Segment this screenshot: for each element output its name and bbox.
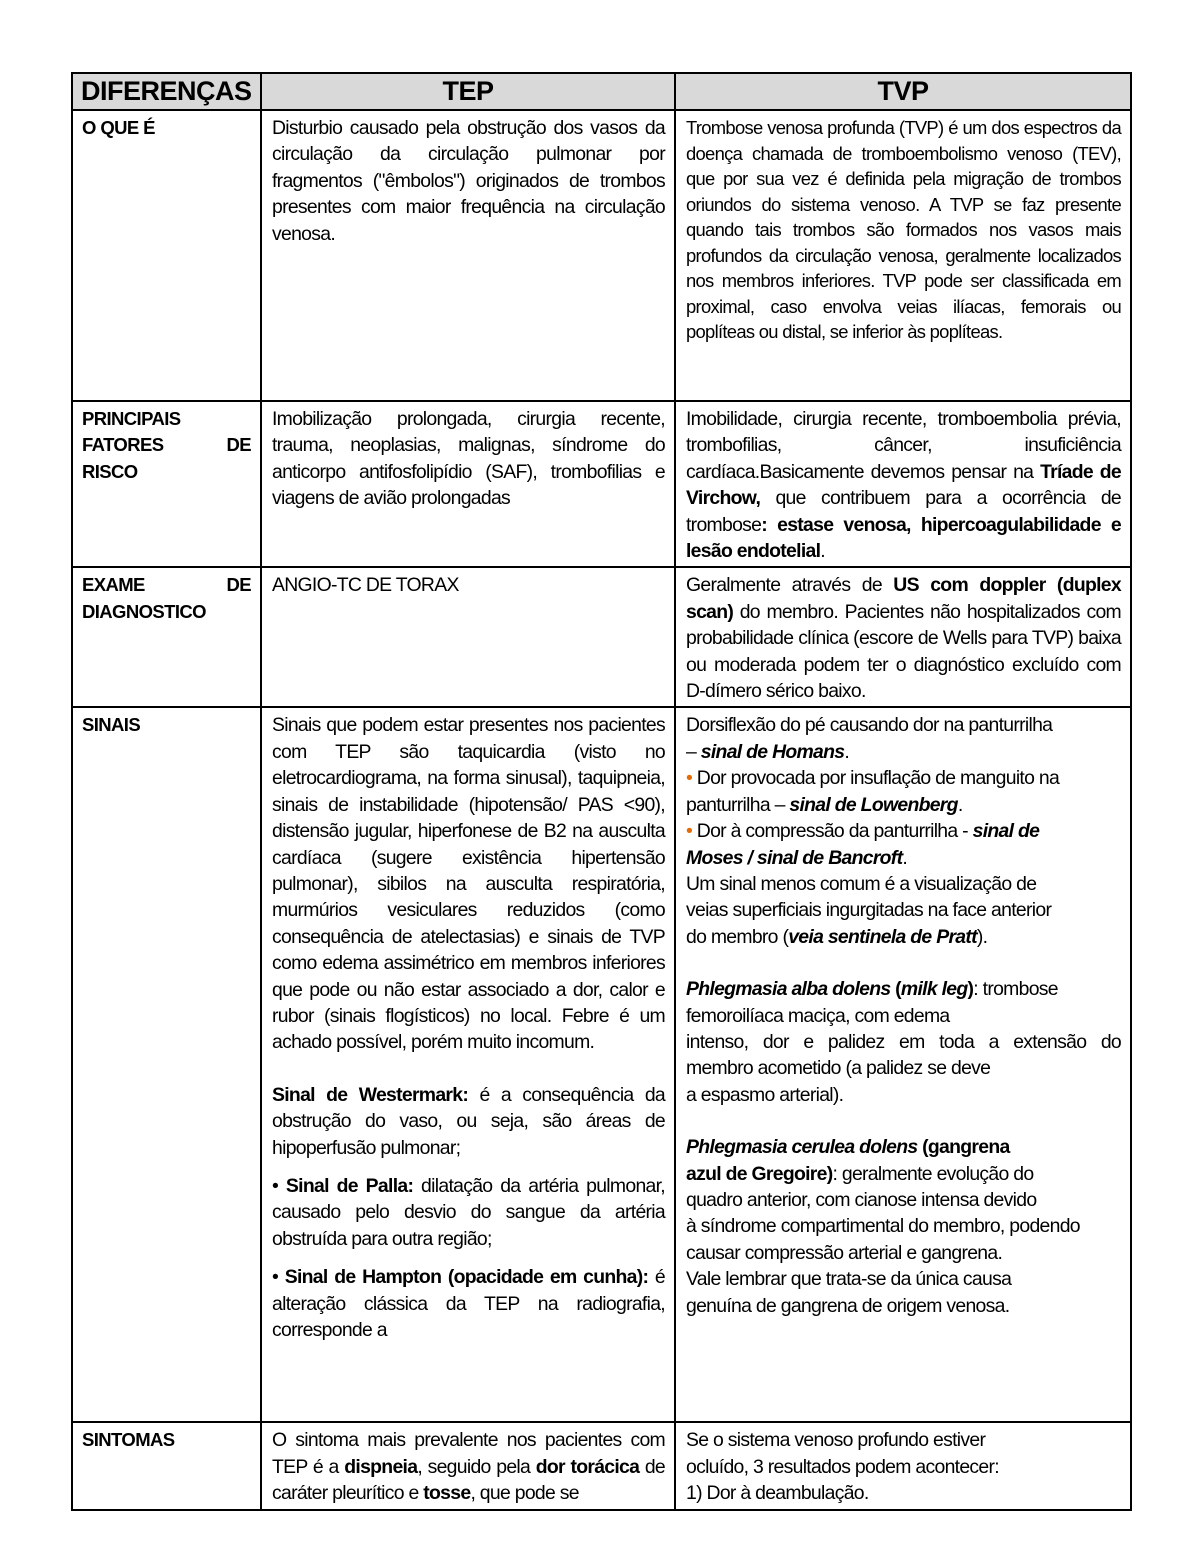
sintomas-text-c: , seguido pela [417,1455,536,1478]
hampton-bullet: • [272,1266,279,1289]
close-paren: ) [967,978,974,1001]
row-label-o-que-e: O QUE É [72,110,261,401]
hampton-title: Sinal de Hampton (opacidade em cunha): [278,1266,649,1289]
tvp-fatores-triade: : estase venosa, hipercoagulabilidade e lesão endotelial [686,513,1121,563]
moses-text: Dor à compressão da panturrilha - [692,820,973,843]
phlegmasia-cerulea: Phlegmasia cerulea dolens [686,1136,918,1159]
header-tvp: TVP [675,73,1131,110]
row-label-sintomas: SINTOMAS [72,1422,261,1509]
row-label-sinais: SINAIS [72,707,261,1422]
membro-text: do membro ( [686,925,789,948]
tvp-fatores-virchow: Tríade de Virchow, [686,460,1122,510]
tvp-alba-line1 [686,976,1121,1002]
close-paren: ). [976,925,988,948]
header-diferencas: DIFERENÇAS [72,73,261,110]
tvp-exame-text-c: do membro. Pacientes não hospitalizados com probabilidade clínica (escore de Wells para TVP) baixa ou moderada podem ter o diagnóstico excluído com D-dímero sérico baixo. [686,600,1121,703]
panturrilha-text: panturrilha – [686,793,790,816]
tvp-o-que-e: Trombose venosa profunda (TVP) é um dos espectros da doença chamada de tromboembolismo venoso (TEV), que por sua vez é definida pela migração de trombos oriundos do sistema venoso. A TVP se faz presente quando tais trombos são formados nos vasos mais profundos da circulação venosa, geralmente localizados nos membros inferiores. TVP pode ser classificada em proximal, caso envolva veias ilíacas, femorais ou poplíteas ou distal, se inferior às poplíteas. [675,110,1131,401]
tep-sinais-paragraph: Sinais que podem estar presentes nos pacientes com TEP são taquicardia (visto no eletrocardiograma, na forma sinusal), taquipneia, sinais de instabilidade (hipotensão/ PAS <90), distensão jugular, hiperfonese de B2 na ausculta cardíaca (sugere existência hipertensão pulmonar), sibilos na ausculta respiratória, murmúrios vesiculares reduzidos (como consequência de atelectasias) e sinais de TVP como edema assimétrico em membros inferiores que pode ou não estar associado a dor, calor e rubor (sinais flogísticos) no local. Febre é um achado possível, porém muito incomum. [272,714,665,1054]
row-exame-diagnostico [72,567,1131,707]
row-label-fatores-risco: PRINCIPAIS FATORES DE RISCO [72,401,261,567]
tvp-fatores-text-a: Imobilidade, cirurgia recente, tromboembolia prévia, trombofilias, câncer, insuficiência cardíaca.Basicamente devemos pensar na [686,408,1121,483]
tep-sinal-westermark [272,1082,665,1161]
hampton-text: é alteração clássica da TEP na radiografia, corresponde a [272,1266,665,1341]
tvp-pratt-line3 [686,924,1121,950]
row-fatores-risco [72,401,1131,567]
sinal-de: sinal de [972,820,1040,843]
tep-fatores-risco: Imobilização prolongada, cirurgia recente, trauma, neoplasias, malignas, síndrome do anticorpo antifosfolipídio (SAF), trombofilias e viagens de avião prolongadas [261,401,675,567]
dor-toracica: dor torácica [535,1455,640,1478]
tvp-cerulea-line2 [686,1161,1121,1187]
period: . [844,740,850,763]
tosse: tosse [423,1482,471,1505]
tvp-homans-line1: Dorsiflexão do pé causando dor na panturrilha [686,714,1053,737]
tvp-cerulea-line4: à síndrome compartimental do membro, podendo [686,1215,1080,1238]
tvp-sintomas-line3: 1) Dor à deambulação. [686,1482,869,1505]
tep-exame: ANGIO-TC DE TORAX [261,567,675,707]
tvp-moses-line2 [686,845,1121,871]
tep-sinais [261,707,675,1422]
tvp-cerulea-line7: genuína de gangrena de origem venosa. [686,1294,1010,1317]
tep-sintomas [261,1422,675,1509]
westermark-title: Sinal de Westermark: [272,1083,469,1106]
tvp-pratt-line1: Um sinal menos comum é a visualização de [686,872,1037,895]
sinal-homans: sinal de Homans [700,740,845,763]
evolucao-text: : geralmente evolução do [832,1162,1034,1185]
tvp-fatores-text-c: que contribuem para a ocorrência de trombose [686,487,1121,536]
tvp-alba-line5: a espasmo arterial). [686,1083,844,1106]
tvp-lowenberg-line2 [686,792,1121,818]
azul-gregoire: azul de Gregoire) [686,1162,833,1185]
trombose-text: : trombose [973,978,1058,1001]
sintomas-text-g: , que pode se [470,1482,579,1505]
period: . [957,793,963,816]
tvp-fatores-risco [675,401,1131,567]
tvp-cerulea-line5: causar compressão arterial e gangrena. [686,1241,1003,1264]
gangrena-title: (gangrena [917,1136,1010,1159]
dash: – [686,740,701,763]
palla-bullet: • [272,1174,279,1197]
tep-o-que-e: Disturbio causado pela obstrução dos vasos da circulação da circulação pulmonar por fragmentos ("êmbolos") originados de trombos presentes com maior frequência na circulação venosa. [261,110,675,401]
tep-sinal-hampton [272,1264,665,1343]
tvp-alba-line4: membro acometido (a palidez se deve [686,1057,991,1080]
milk-leg: milk leg [900,978,968,1001]
phlegmasia-alba: Phlegmasia alba dolens [686,978,891,1001]
header-tep: TEP [261,73,675,110]
westermark-text: é a consequência da obstrução do vaso, ou seja, são áreas de hipoperfusão pulmonar; [272,1083,665,1159]
sintomas-text-a: O sintoma mais prevalente nos pacientes com TEP é a [272,1429,665,1478]
tep-sinal-palla [272,1173,665,1252]
tvp-alba-line2: femoroilíaca maciça, com edema [686,1004,950,1027]
sinal-lowenberg: sinal de Lowenberg [789,793,958,816]
tvp-lowenberg-line1 [686,765,1121,791]
veia-sentinela-pratt: veia sentinela de Pratt [788,925,977,948]
row-sinais [72,707,1131,1422]
tvp-cerulea-line6: Vale lembrar que trata-se da única causa [686,1268,1012,1291]
tvp-cerulea-line3: quadro anterior, com cianose intensa devido [686,1188,1037,1211]
bullet-icon: • [686,820,693,843]
bullet-icon: • [686,767,693,790]
sintomas-text-e: de caráter pleurítico e [272,1455,665,1505]
tvp-alba-line3: intenso, dor e palidez em toda a extensão do [686,1030,1121,1053]
differences-table [71,72,1132,1511]
palla-title: Sinal de Palla: [278,1174,414,1197]
tvp-fatores-text-e: . [820,540,825,563]
sinal-moses-bancroft: Moses / sinal de Bancroft [686,846,903,869]
tvp-sintomas-line1: Se o sistema venoso profundo estiver [686,1429,986,1452]
tvp-exame [675,567,1131,707]
palla-text: dilatação da artéria pulmonar, causado pelo desvio do sangue da artéria obstruída para outra região; [272,1174,665,1250]
tvp-pratt-line2: veias superficiais ingurgitadas na face anterior [686,899,1052,922]
period: . [902,846,908,869]
tvp-exame-us-doppler: US com doppler (duplex scan) [686,574,1121,623]
row-o-que-e [72,110,1131,401]
row-sintomas [72,1422,1131,1509]
row-label-exame: EXAME DE DIAGNOSTICO [72,567,261,707]
header-row [72,73,1131,110]
tvp-exame-text-a: Geralmente através de [686,574,894,597]
tvp-moses-line1 [686,818,1121,844]
lowenberg-text: Dor provocada por insuflação de manguito na [692,767,1060,790]
tvp-sintomas-line2: ocluído, 3 resultados podem acontecer: [686,1455,999,1478]
tvp-homans-line2 [686,739,1121,765]
tvp-sinais [675,707,1131,1422]
tvp-sintomas [675,1422,1131,1509]
dispneia: dispneia [344,1455,418,1478]
tvp-cerulea-line1 [686,1134,1121,1160]
open-paren: ( [890,978,901,1001]
